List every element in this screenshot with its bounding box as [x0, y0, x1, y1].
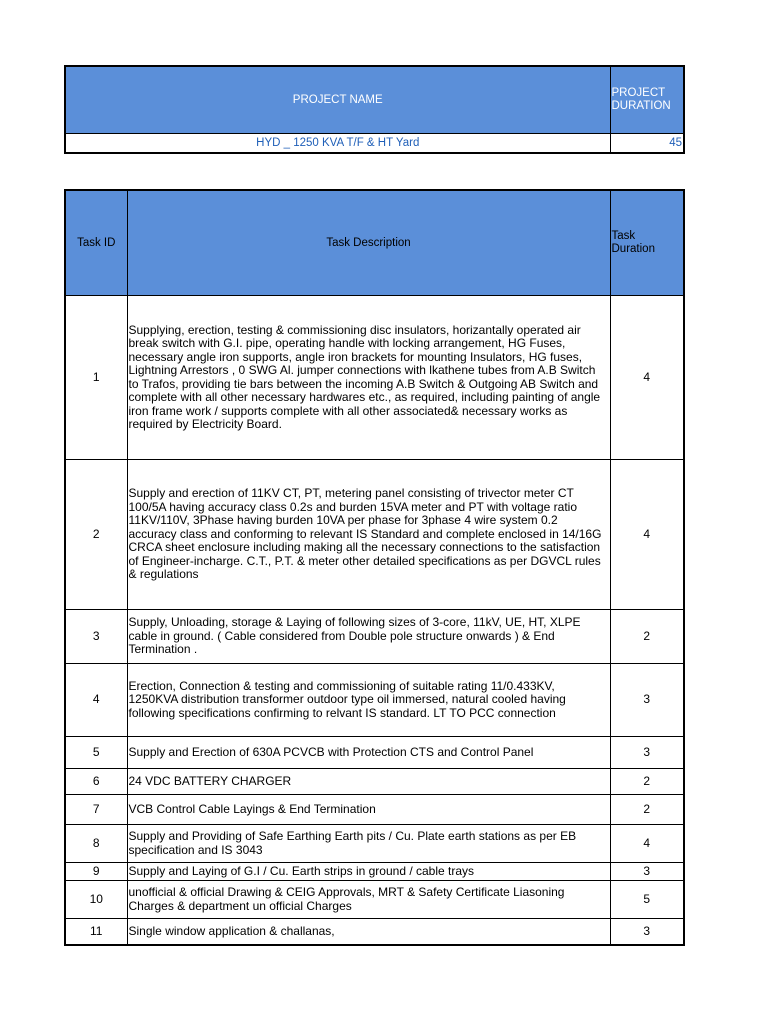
task-duration-cell[interactable]: 4 [610, 825, 684, 863]
project-duration-header [610, 66, 684, 134]
task-duration-cell[interactable]: 5 [610, 881, 684, 919]
project-name-header: PROJECT NAME [65, 66, 610, 134]
task-description-cell[interactable]: Supplying, erection, testing & commissioning disc insulators, horizantally operated air break switch with G.I. pipe, operating handle with locking arrangement, HG Fuses, necessary angle iron supports, angle iron brackets for mounting Insulators, HG fuses, Lightning Arrestors , 0 SWG Al. jumper connections with lkathene tubes from A.B Switch to Trafos, providing tie bars between the incoming A.B Switch & Outgoing AB Switch and complete with all other necessary hardwares etc., as required, including painting of angle iron frame work / supports complete with all other associated& necessary works as required by Electricity Board. [127, 296, 610, 460]
table-row [65, 664, 684, 737]
task-id-cell[interactable]: 6 [65, 769, 127, 795]
task-duration-cell[interactable]: 2 [610, 610, 684, 664]
task-description-cell[interactable]: Single window application & challanas, [127, 919, 610, 945]
task-id-cell[interactable]: 11 [65, 919, 127, 945]
table-row [65, 296, 684, 460]
task-description-cell[interactable]: Supply, Unloading, storage & Laying of following sizes of 3-core, 11kV, UE, HT, XLPE cable in ground. ( Cable considered from Double pole structure onwards ) & End Termination . [127, 610, 610, 664]
task-duration-cell[interactable]: 2 [610, 795, 684, 825]
project-duration-header-line1: PROJECT [611, 87, 666, 99]
table-row [65, 919, 684, 945]
project-name-value[interactable]: HYD _ 1250 KVA T/F & HT Yard [65, 134, 610, 154]
task-duration-cell[interactable]: 2 [610, 769, 684, 795]
task-duration-header-line2: Duration [611, 243, 655, 255]
task-description-header: Task Description [127, 190, 610, 296]
table-row [65, 825, 684, 863]
task-id-cell[interactable]: 5 [65, 737, 127, 769]
task-id-cell[interactable]: 2 [65, 460, 127, 610]
task-description-cell[interactable]: Supply and Providing of Safe Earthing Earth pits / Cu. Plate earth stations as per EB specification and IS 3043 [127, 825, 610, 863]
table-row [65, 737, 684, 769]
task-duration-cell[interactable]: 4 [610, 296, 684, 460]
table-row [65, 795, 684, 825]
task-id-cell[interactable]: 7 [65, 795, 127, 825]
task-duration-cell[interactable]: 4 [610, 460, 684, 610]
task-duration-cell[interactable]: 3 [610, 919, 684, 945]
task-duration-cell[interactable]: 3 [610, 737, 684, 769]
task-duration-header-line1: Task [611, 230, 636, 242]
table-row [65, 460, 684, 610]
task-duration-cell[interactable]: 3 [610, 664, 684, 737]
task-id-cell[interactable]: 8 [65, 825, 127, 863]
task-id-cell[interactable]: 3 [65, 610, 127, 664]
project-duration-header-line2: DURATION [611, 100, 671, 112]
table-row [65, 863, 684, 881]
task-description-cell[interactable]: Erection, Connection & testing and commissioning of suitable rating 11/0.433KV, 1250KVA distribution transformer outdoor type oil immersed, natural cooled having following specifications confirming to relvant IS standard. LT TO PCC connection [127, 664, 610, 737]
task-description-cell[interactable]: VCB Control Cable Layings & End Termination [127, 795, 610, 825]
table-row [65, 769, 684, 795]
task-duration-cell[interactable]: 3 [610, 863, 684, 881]
task-id-cell[interactable]: 9 [65, 863, 127, 881]
project-header-row [65, 66, 684, 134]
project-value-row [65, 134, 684, 154]
task-id-cell[interactable]: 1 [65, 296, 127, 460]
task-id-cell[interactable]: 10 [65, 881, 127, 919]
project-summary-table [64, 65, 685, 154]
task-header-row [65, 190, 684, 296]
task-description-cell[interactable]: Supply and Erection of 630A PCVCB with Protection CTS and Control Panel [127, 737, 610, 769]
task-description-cell[interactable]: Supply and erection of 11KV CT, PT, metering panel consisting of trivector meter CT 100/5A having accuracy class 0.2s and burden 15VA meter and PT with voltage ratio 11KV/110V, 3Phase having burden 10VA per phase for 3phase 4 wire system 0.2 accuracy class and conforming to relevant IS Standard and complete enclosed in 14/16G CRCA sheet enclosure including making all the necessary connections to the satisfaction of Engineer-incharge. C.T., P.T. & meter other detailed specifications as per DGVCL rules & regulations [127, 460, 610, 610]
project-duration-value[interactable]: 45 [610, 134, 684, 154]
task-duration-header [610, 190, 684, 296]
task-description-cell[interactable]: unofficial & official Drawing & CEIG Approvals, MRT & Safety Certificate Liasoning Charges & department un official Charges [127, 881, 610, 919]
table-row [65, 881, 684, 919]
task-table [64, 189, 685, 946]
task-description-cell[interactable]: Supply and Laying of G.I / Cu. Earth strips in ground / cable trays [127, 863, 610, 881]
table-row [65, 610, 684, 664]
task-id-header: Task ID [65, 190, 127, 296]
task-id-cell[interactable]: 4 [65, 664, 127, 737]
task-description-cell[interactable]: 24 VDC BATTERY CHARGER [127, 769, 610, 795]
